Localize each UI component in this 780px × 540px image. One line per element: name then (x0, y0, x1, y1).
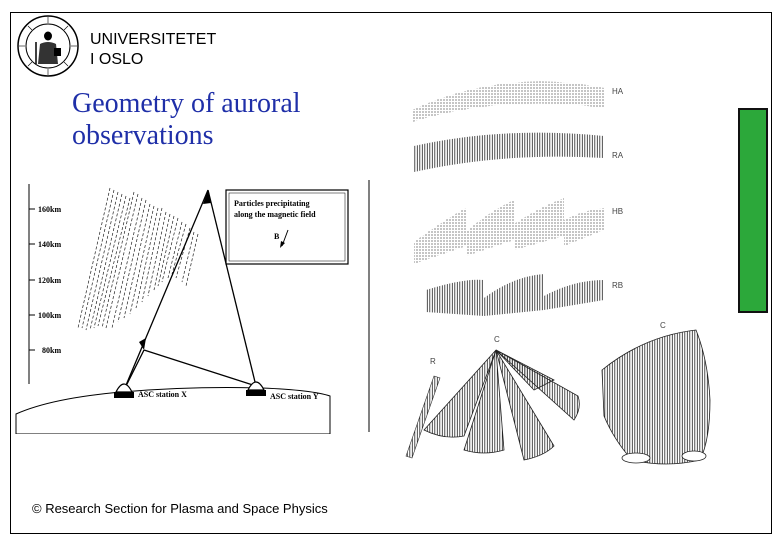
accent-bar (738, 108, 768, 313)
station-x-label: ASC station X (138, 390, 187, 399)
altitude-label-80: 80km (42, 346, 62, 355)
slide-title (72, 88, 301, 152)
altitude-label-120: 120km (38, 276, 62, 285)
station-y-label: ASC station Y (270, 392, 319, 401)
homogeneous-band-hb (414, 198, 604, 264)
altitude-label-160: 160km (38, 205, 62, 214)
legend-symbol-b: B (274, 232, 280, 241)
university-line2: I OSLO (90, 51, 144, 68)
homogeneous-arc-ha (412, 82, 604, 122)
university-line1: UNIVERSITETET (90, 31, 217, 48)
altitude-ticks (29, 209, 35, 350)
rayed-band-rb (426, 274, 604, 316)
legend-line2: along the magnetic field (234, 210, 316, 219)
rayed-arc-ra (414, 133, 604, 172)
label-hb: HB (612, 207, 624, 216)
ray-r (406, 376, 440, 458)
label-ra: RA (612, 151, 624, 160)
label-c-right: C (660, 321, 666, 330)
title-line2: observations (72, 120, 214, 151)
aurora-forms-figure (404, 60, 724, 470)
university-name (90, 30, 216, 70)
auroral-geometry-figure (12, 178, 372, 434)
legend-line1: Particles precipitating (234, 199, 310, 208)
label-ha: HA (612, 87, 624, 96)
label-c-left: C (494, 335, 500, 344)
corona-c (424, 350, 579, 460)
footer-copyright: © Research Section for Plasma and Space Physics (32, 501, 328, 516)
aurora-rays (78, 188, 198, 330)
university-seal-icon (16, 14, 80, 78)
label-r: R (430, 357, 436, 366)
title-line1: Geometry of auroral (72, 88, 301, 119)
altitude-label-100: 100km (38, 311, 62, 320)
drapery-c (602, 330, 710, 464)
asc-station-x-icon (114, 384, 134, 398)
altitude-label-140: 140km (38, 240, 62, 249)
label-rb: RB (612, 281, 624, 290)
